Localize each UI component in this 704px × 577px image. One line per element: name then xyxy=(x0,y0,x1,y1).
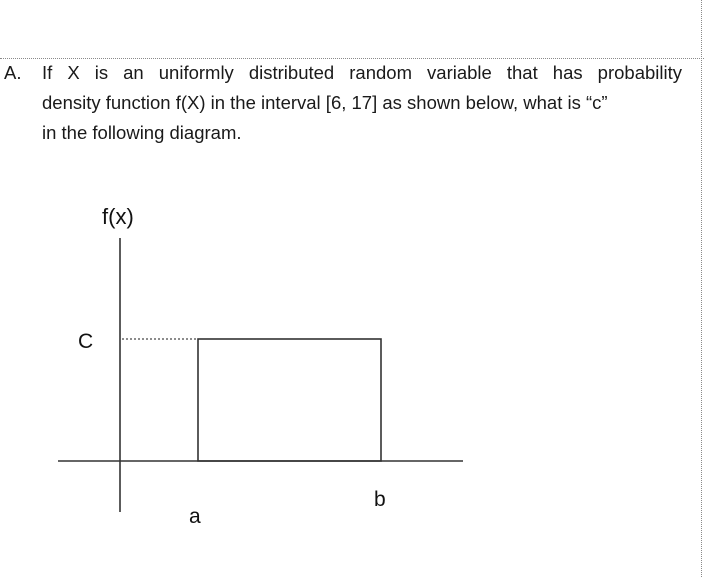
right-endpoint-label: b xyxy=(374,488,386,511)
question-line-1: If X is an uniformly distributed random variable that has probability xyxy=(42,62,682,83)
density-rectangle xyxy=(198,339,381,461)
question-marker: A. xyxy=(4,62,22,83)
question-line-3: in the following diagram. xyxy=(42,122,242,143)
question-line-2: density function f(X) in the interval [6, 17] as shown below, what is “c” xyxy=(42,92,608,113)
y-axis-label: f(x) xyxy=(102,204,134,229)
level-label: C xyxy=(78,330,94,353)
left-endpoint-label: a xyxy=(189,505,201,528)
